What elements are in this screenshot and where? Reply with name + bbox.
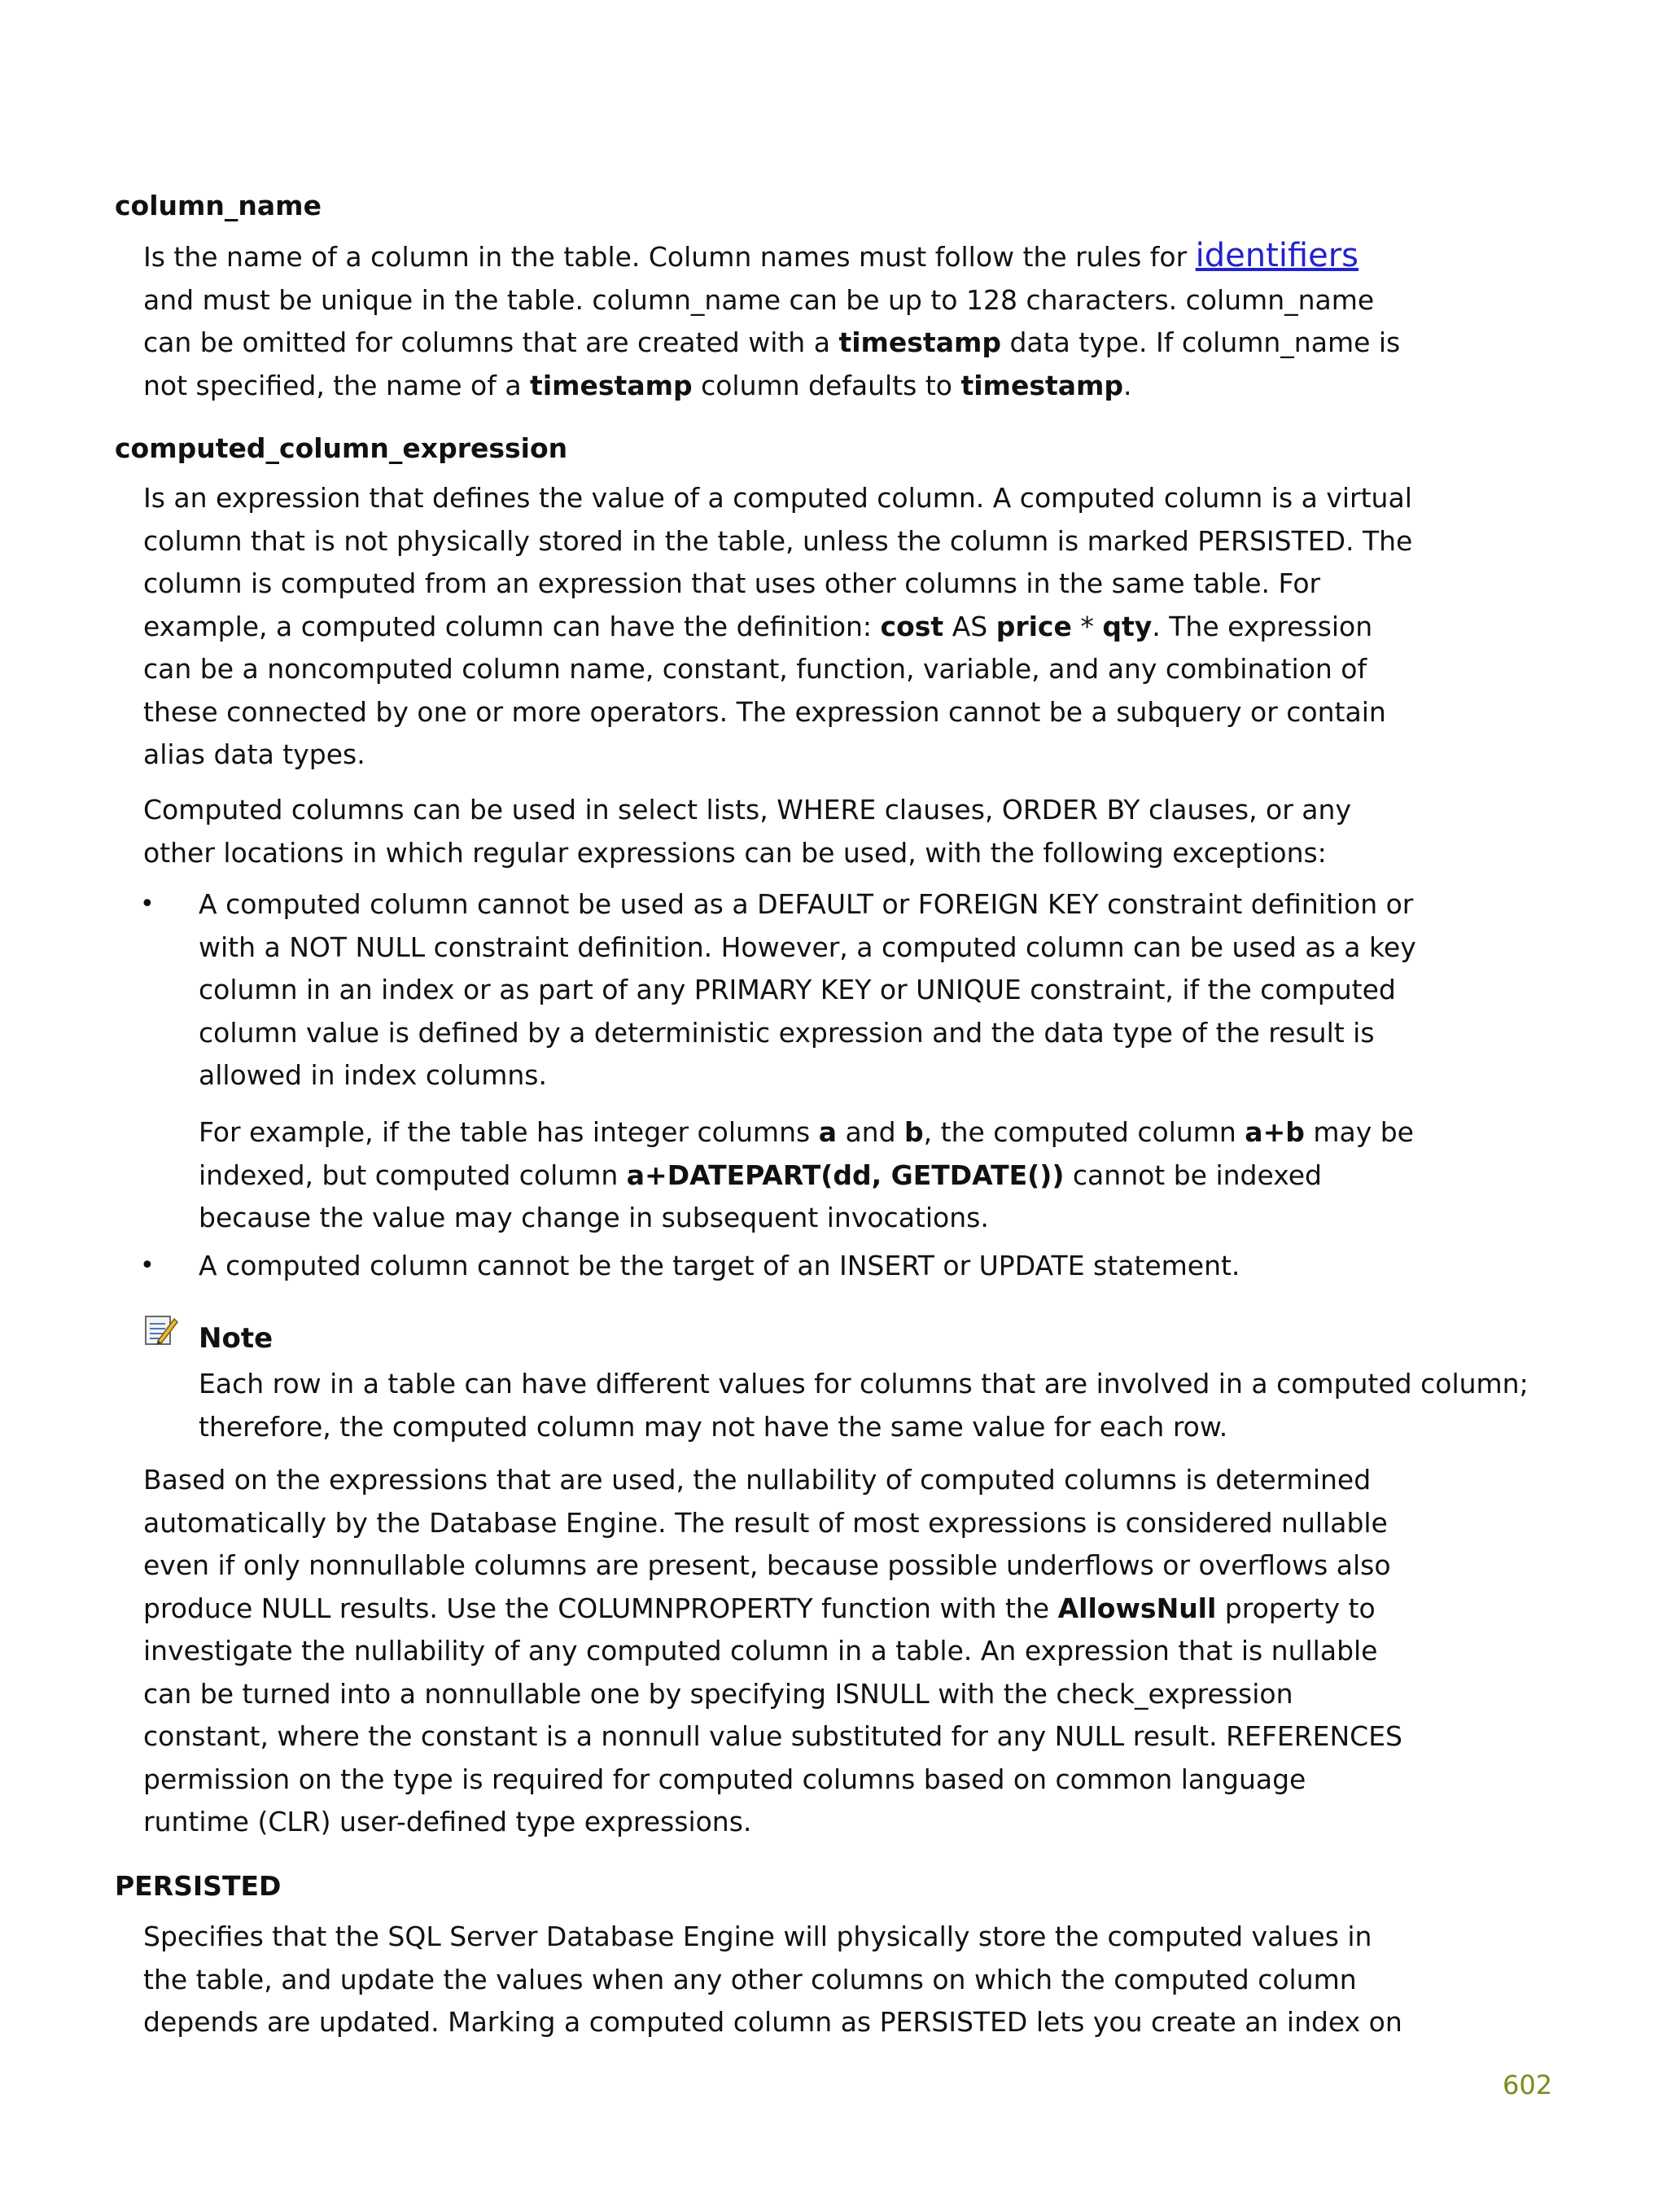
bullet-marker: •	[140, 1251, 155, 1280]
note-body: Each row in a table can have different values for columns that are involved in a computed column; therefore, the computed column may not have the same value for each row.	[199, 1368, 1529, 1443]
identifiers-link[interactable]: identifiers	[1195, 237, 1359, 274]
column-name-description: Is the name of a column in the table. Column names must follow the rules for identifiers and must be unique in the table. column_name can be up to 128 characters. column_name can be omitted for columns that are created with a timestamp data type. If column_name is not specified, the name of a timestamp column defaults to timestamp.	[143, 237, 1401, 401]
bullet-text: A computed column cannot be used as a DEFAULT or FOREIGN KEY constraint definition or with a NOT NULL constraint definition. However, a computed column can be used as a key column in an index or as part of any PRIMARY KEY or UNIQUE constraint, if the computed column value is defined by a deterministic expression and the data type of the result is allowed in index columns.	[199, 888, 1416, 1091]
persisted-description: Specifies that the SQL Server Database Engine will physically store the computed values in the table, and update the values when any other columns on which the computed column depends are updated. Marking a computed column as PERSISTED lets you create an index on	[143, 1921, 1402, 2038]
page-number: 602	[1503, 2070, 1553, 2100]
term-computed-column-expression: computed_column_expression	[115, 432, 568, 464]
nullability-paragraph: Based on the expressions that are used, the nullability of computed columns is determined automatically by the Database Engine. The result of most expressions is considered nullable even if only nonnullable columns are present, because possible underflows or overflows also produce NULL results. Use the COLUMNPROPERTY function with the AllowsNull property to investigate the nullability of any computed column in a table. An expression that is nullable can be turned into a nonnullable one by specifying ISNULL with the check_expression constant, where the constant is a nonnull value substituted for any NULL result. REFERENCES permission on the type is required for computed columns based on common language runtime (CLR) user-defined type expressions.	[143, 1464, 1403, 1837]
term-persisted: PERSISTED	[115, 1870, 282, 1902]
bullet-text: A computed column cannot be the target of an INSERT or UPDATE statement.	[199, 1250, 1240, 1281]
bullet-marker: •	[140, 890, 155, 918]
term-column-name: column_name	[115, 190, 322, 221]
note-pencil-icon	[143, 1312, 179, 1348]
note-title: Note	[199, 1322, 273, 1355]
computed-usage-paragraph: Computed columns can be used in select lists, WHERE clauses, ORDER BY clauses, or any other locations in which regular expressions can be used, with the following exceptions:	[143, 794, 1351, 869]
computed-description: Is an expression that defines the value of a computed column. A computed column is a virtual column that is not physically stored in the table, unless the column is marked PERSISTED. The column is computed from an expression that uses other columns in the same table. For example, a computed column can have the definition: cost AS price * qty. The expression can be a noncomputed column name, constant, function, variable, and any combination of these connected by one or more operators. The expression cannot be a subquery or contain alias data types.	[143, 482, 1413, 770]
bullet-example: For example, if the table has integer columns a and b, the computed column a+b may be indexed, but computed column a+DATEPART(dd, GETDATE()) cannot be indexed because the value may change in subsequent invocations.	[199, 1116, 1414, 1233]
